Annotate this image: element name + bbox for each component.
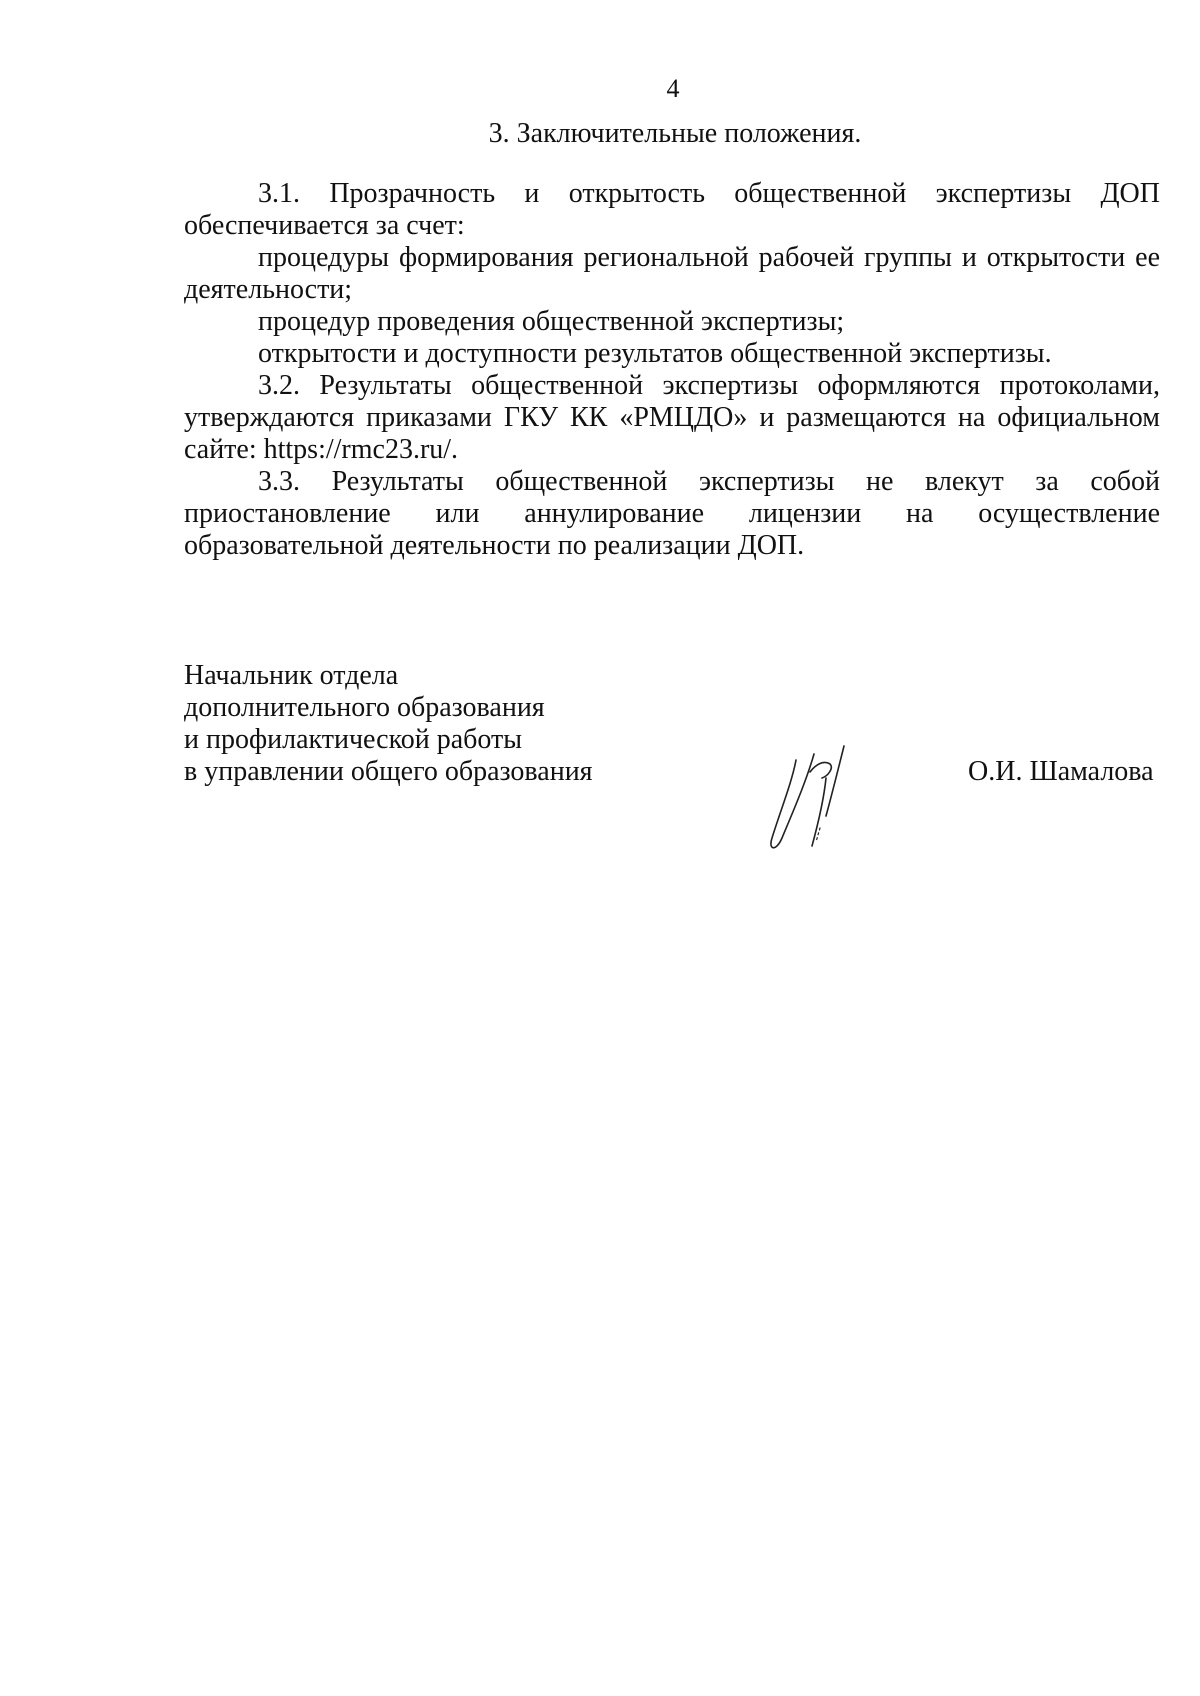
signatory-position-line: в управлении общего образования — [184, 756, 593, 787]
handwritten-signature — [752, 742, 872, 856]
signatory-position-line: и профилактической работы — [184, 724, 523, 755]
document-body — [184, 178, 1160, 562]
paragraph: 3.2. Результаты общественной экспертизы оформляются протоколами, утверждаются приказами ГКУ КК «РМЦДО» и размещаются на официальном сайте: https://rmc23.ru/. — [184, 370, 1160, 465]
paragraph: открытости и доступности результатов общественной экспертизы. — [258, 338, 1052, 369]
paragraph: 3.1. Прозрачность и открытость общественной экспертизы ДОП обеспечивается за счет: — [184, 178, 1160, 241]
paragraph: процедур проведения общественной экспертизы; — [258, 306, 845, 337]
signatory-position-line: Начальник отдела — [184, 660, 399, 691]
signer-name: О.И. Шамалова — [968, 756, 1154, 787]
paragraph: 3.3. Результаты общественной экспертизы не влекут за собой приостановление или аннулирование лицензии на осуществление образовательной деятельности по реализации ДОП. — [184, 466, 1160, 561]
paragraph: процедуры формирования региональной рабочей группы и открытости ее деятельности; — [184, 242, 1160, 305]
signatory-position — [184, 660, 593, 788]
section-title: 3. Заключительные положения. — [488, 118, 862, 149]
page-number: 4 — [666, 74, 680, 103]
signatory-position-line: дополнительного образования — [184, 692, 545, 723]
